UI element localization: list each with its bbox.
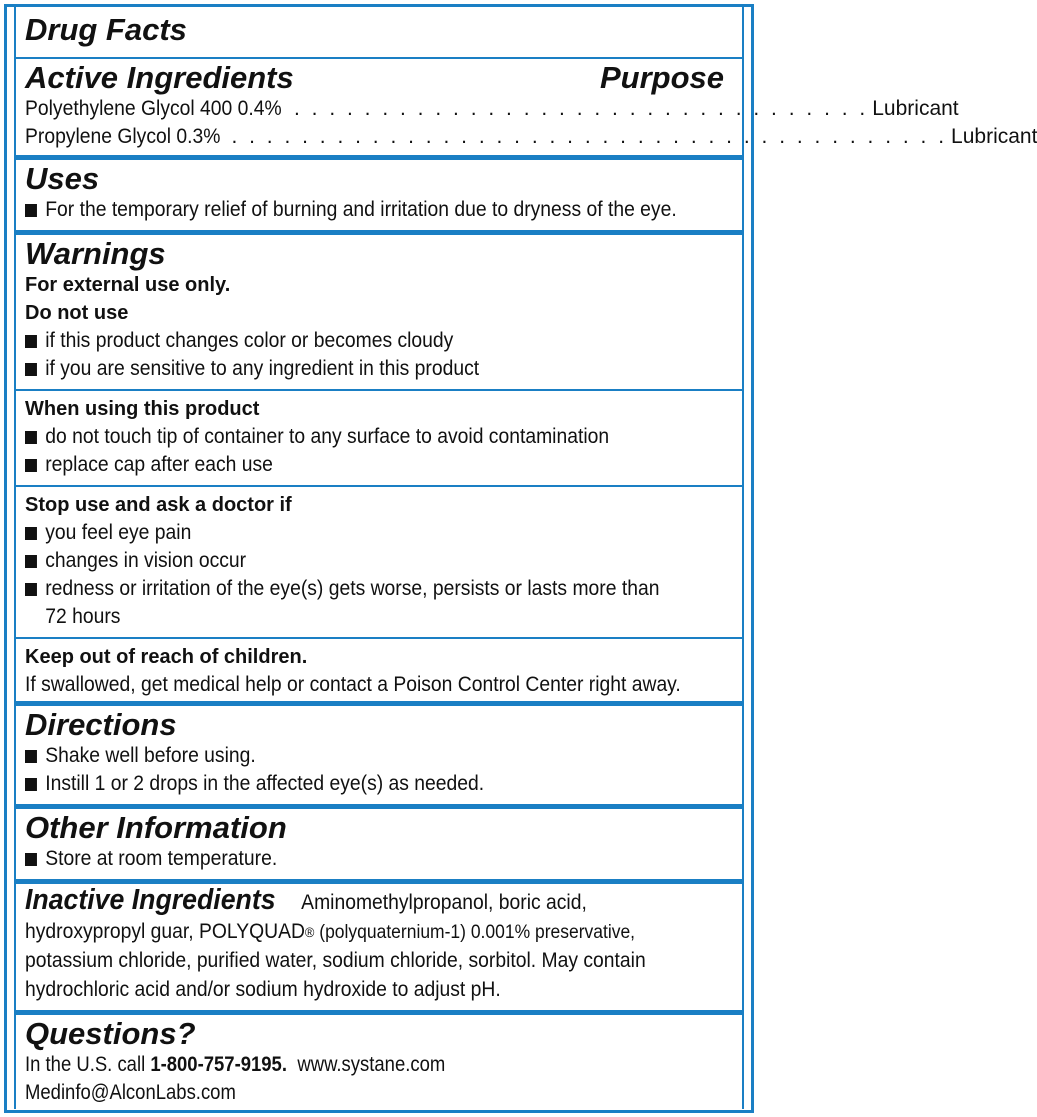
phone-number: 1-800-757-9195. [150, 1053, 287, 1076]
bullet-square-icon [25, 778, 37, 791]
divider [16, 155, 742, 160]
active-ingredients-heading: Active Ingredients [25, 60, 294, 95]
divider [16, 389, 742, 391]
bullet-square-icon [25, 204, 37, 217]
stop-use-text: redness or irritation of the eye(s) gets worse, persists or lasts more than [45, 577, 660, 600]
stop-use-heading: Stop use and ask a doctor if [25, 494, 292, 516]
inactive-line-3: potassium chloride, purified water, sodium chloride, sorbitol. May contain [25, 949, 646, 972]
keep-out-text: If swallowed, get medical help or contact a Poison Control Center right away. [25, 673, 681, 696]
keep-out-heading: Keep out of reach of children. [25, 646, 308, 668]
registered-mark: ® [304, 923, 315, 940]
warnings-heading: Warnings [25, 236, 166, 271]
do-not-use-item [25, 355, 681, 383]
purpose-heading: Purpose [599, 60, 724, 95]
inactive-text-2a: hydroxypropyl guar, POLYQUAD [25, 919, 305, 943]
divider [16, 57, 742, 59]
divider [16, 1010, 742, 1015]
stop-use-item [25, 547, 681, 575]
drug-facts-inner-frame [14, 7, 1037, 1109]
divider [16, 230, 742, 235]
active-ingredients-header [25, 61, 738, 95]
call-prefix-text: In the U.S. call [25, 1053, 151, 1076]
stop-use-item [25, 519, 681, 547]
when-using-text: do not touch tip of container to any surface to avoid contamination [45, 425, 610, 448]
stop-use-item [25, 575, 681, 603]
do-not-use-text: if you are sensitive to any ingredient in this product [45, 357, 480, 380]
leader-dots: . . . . . . . . . . . . . . . . . . . . . . . . . . . . . . . . . . . . . . . . . [231, 125, 948, 148]
stop-use-text: you feel eye pain [45, 521, 192, 544]
do-not-use-item [25, 327, 681, 355]
bullet-square-icon [25, 583, 37, 596]
ingredient-row [25, 95, 959, 123]
inactive-ingredients-heading: Inactive Ingredients [25, 884, 276, 916]
questions-heading: Questions? [25, 1016, 196, 1051]
uses-item-text: For the temporary relief of burning and irritation due to dryness of the eye. [45, 198, 677, 221]
stop-use-text: changes in vision occur [45, 549, 247, 572]
ingredient-name: Propylene Glycol 0.3% [25, 125, 221, 148]
external-use-text: For external use only. [25, 274, 231, 296]
inactive-text-1: Aminomethylpropanol, boric acid, [301, 891, 587, 914]
bullet-square-icon [25, 335, 37, 348]
inactive-line-1 [25, 886, 752, 918]
bullet-square-icon [25, 459, 37, 472]
other-info-item [25, 845, 681, 873]
inactive-ingredients-block [25, 886, 752, 1004]
bullet-square-icon [25, 750, 37, 763]
uses-item [25, 196, 681, 224]
bullet-square-icon [25, 431, 37, 444]
uses-heading: Uses [25, 161, 100, 196]
divider [16, 637, 742, 639]
ingredient-purpose: Lubricant [872, 97, 959, 120]
inactive-text-2b: (polyquaternium-1) 0.001% preservative, [314, 921, 636, 943]
divider [16, 804, 742, 809]
email-link[interactable]: Medinfo@AlconLabs.com [25, 1081, 236, 1104]
divider [16, 701, 742, 706]
when-using-text: replace cap after each use [45, 453, 273, 476]
ingredient-purpose: Lubricant [951, 125, 1037, 148]
bullet-square-icon [25, 527, 37, 540]
directions-text: Instill 1 or 2 drops in the affected eye(s) as needed. [45, 772, 485, 795]
leader-dots: . . . . . . . . . . . . . . . . . . . . . . . . . . . . . . . . . [294, 97, 869, 120]
questions-contact-line [25, 1051, 652, 1079]
when-using-item [25, 451, 681, 479]
directions-heading: Directions [25, 707, 177, 742]
inactive-line-4: hydrochloric acid and/or sodium hydroxide to adjust pH. [25, 977, 501, 1001]
divider [16, 485, 742, 487]
other-info-text: Store at room temperature. [45, 847, 278, 870]
drug-facts-panel [4, 4, 1037, 1113]
do-not-use-heading: Do not use [25, 302, 129, 324]
when-using-heading: When using this product [25, 398, 260, 420]
bullet-square-icon [25, 555, 37, 568]
bullet-square-icon [25, 853, 37, 866]
ingredient-row [25, 123, 1037, 151]
ingredient-name: Polyethylene Glycol 400 0.4% [25, 97, 282, 120]
drug-facts-content [25, 7, 1037, 1107]
when-using-item [25, 423, 681, 451]
drug-facts-title: Drug Facts [25, 12, 187, 47]
website-link[interactable]: www.systane.com [297, 1053, 446, 1076]
stop-use-continuation: 72 hours [45, 605, 121, 628]
directions-item [25, 742, 681, 770]
bullet-square-icon [25, 363, 37, 376]
directions-item [25, 770, 681, 798]
directions-text: Shake well before using. [45, 744, 256, 767]
inactive-line-2 [25, 918, 752, 948]
other-info-heading: Other Information [25, 810, 287, 845]
do-not-use-text: if this product changes color or becomes cloudy [45, 329, 454, 352]
